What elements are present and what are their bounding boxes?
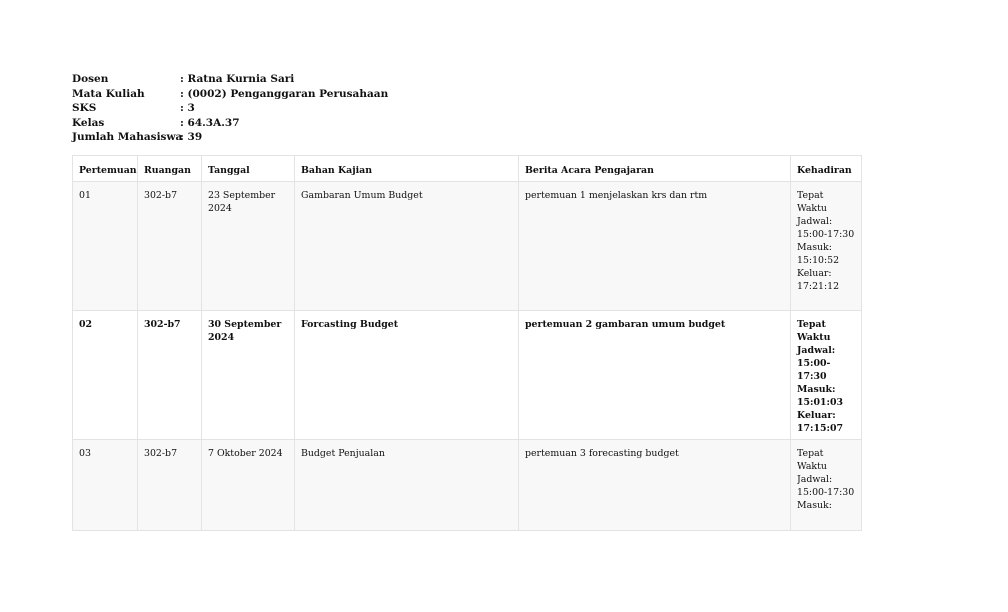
cell-berita-acara: pertemuan 2 gambaran umum budget [519,311,791,440]
table-row [73,311,862,440]
cell-kehadiran [791,311,862,440]
cell-bahan-kajian: Gambaran Umum Budget [295,182,519,311]
cell-bahan-kajian: Forcasting Budget [295,311,519,440]
cell-ruangan: 302-b7 [138,182,202,311]
header-tanggal: Tanggal [202,156,295,182]
table-row [73,182,862,311]
cell-tanggal: 30 September 2024 [202,311,295,440]
cell-kehadiran [791,440,862,531]
kelas-label: Kelas [72,116,105,129]
cell-pertemuan: 02 [73,311,138,440]
header-berita-acara: Berita Acara Pengajaran [519,156,791,182]
sks-value: : 3 [180,102,195,114]
sks-label: SKS [72,102,97,114]
info-row-jumlah-mahasiswa [72,130,388,145]
cell-bahan-kajian: Budget Penjualan [295,440,519,531]
mata-kuliah-value: : (0002) Penganggaran Perusahaan [180,87,389,100]
course-info [72,72,388,145]
cell-pertemuan: 03 [73,440,138,531]
info-row-sks [72,101,388,116]
cell-berita-acara: pertemuan 3 forecasting budget [519,440,791,531]
cell-tanggal: 23 September 2024 [202,182,295,311]
jumlah-mahasiswa-label: Jumlah Mahasiswa [72,131,183,143]
header-bahan-kajian: Bahan Kajian [295,156,519,182]
dosen-label: Dosen [72,73,109,85]
info-row-dosen [72,72,388,87]
table-row [73,440,862,531]
cell-kehadiran [791,182,862,311]
cell-tanggal: 7 Oktober 2024 [202,440,295,531]
info-row-kelas [72,116,388,131]
kelas-value: : 64.3A.37 [180,116,240,129]
dosen-value: : Ratna Kurnia Sari [180,73,295,85]
cell-berita-acara: pertemuan 1 menjelaskan krs dan rtm [519,182,791,311]
attendance-table [72,155,862,531]
cell-ruangan: 302-b7 [138,440,202,531]
table-header-row [73,156,862,182]
header-ruangan: Ruangan [138,156,202,182]
header-pertemuan: Pertemuan [73,156,138,182]
info-row-mata-kuliah [72,87,388,102]
kehadiran-text: Tepat Waktu Jadwal: 15:00-17:30 Masuk: 15:10:52 Keluar: 17:21:12 [797,190,855,292]
mata-kuliah-label: Mata Kuliah [72,87,145,100]
jumlah-mahasiswa-value: : 39 [180,131,203,143]
header-kehadiran: Kehadiran [791,156,862,182]
kehadiran-text: Tepat Waktu Jadwal: 15:00-17:30 Masuk: [797,448,855,511]
kehadiran-text: Tepat Waktu Jadwal: 15:00-17:30 Masuk: 15:01:03 Keluar: 17:15:07 [797,319,844,434]
cell-pertemuan: 01 [73,182,138,311]
cell-ruangan: 302-b7 [138,311,202,440]
